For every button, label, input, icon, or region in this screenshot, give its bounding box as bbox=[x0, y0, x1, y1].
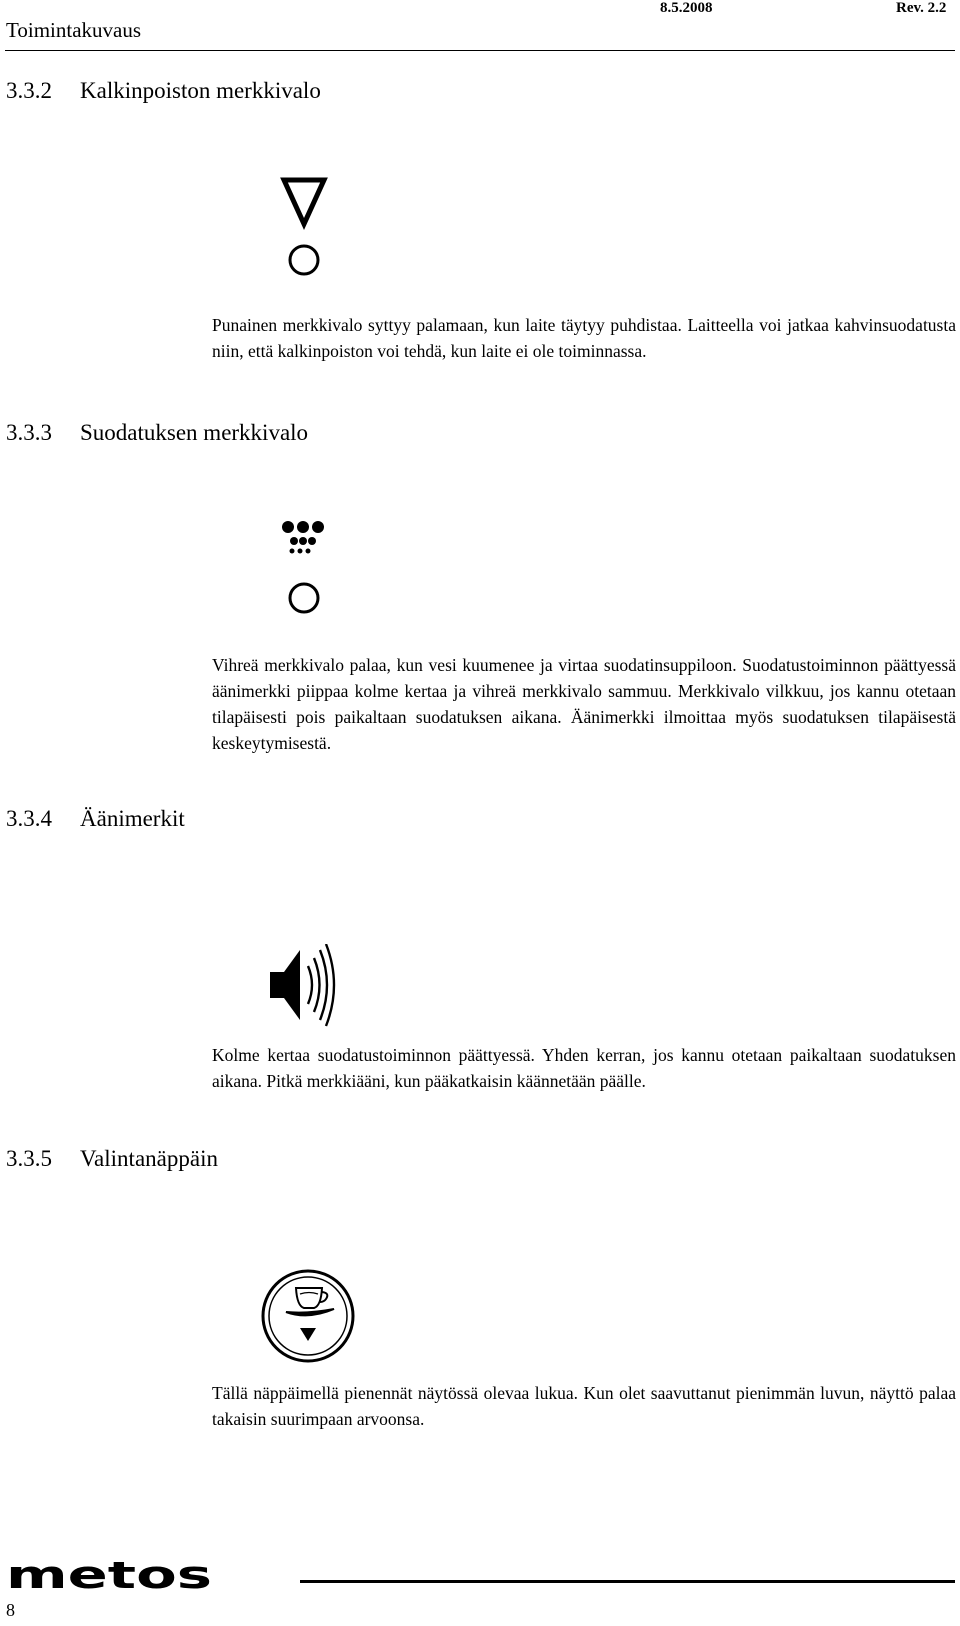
header-divider bbox=[5, 50, 955, 51]
footer-divider bbox=[300, 1580, 955, 1583]
brewing-indicator-icon bbox=[280, 518, 328, 618]
section-heading-select-key bbox=[6, 1146, 218, 1172]
page-number: 8 bbox=[6, 1600, 15, 1620]
document-date: 8.5.2008 bbox=[660, 0, 713, 16]
section-number: 3.3.2 bbox=[6, 78, 52, 103]
section-text-descaling: Punainen merkkivalo syttyy palamaan, kun laite täytyy puhdistaa. Laitteella voi jatkaa kahvinsuodatusta niin, että kalkinpoiston voi tehdä, kun laite ei ole toiminnassa. bbox=[212, 315, 956, 361]
section-title: Kalkinpoiston merkkivalo bbox=[80, 78, 321, 103]
section-text-brewing: Vihreä merkkivalo palaa, kun vesi kuumenee ja virtaa suodatinsuppiloon. Suodatustoiminnon päättyessä äänimerkki piippaa kolme kertaa ja vihreä merkkivalo sammuu. Merkkivalo vilkkuu, jos kannu otetaan tilapäisesti pois paikaltaan suodatuksen aikana. Äänimerkki ilmoittaa myös suodatuksen tilapäisestä keskeytymisestä. bbox=[212, 655, 956, 753]
section-title: Suodatuksen merkkivalo bbox=[80, 420, 309, 445]
section-number: 3.3.5 bbox=[6, 1146, 52, 1171]
metos-logo bbox=[6, 1562, 214, 1594]
section-heading-descaling bbox=[6, 78, 321, 104]
section-title: Valintanäppäin bbox=[80, 1146, 218, 1171]
section-number: 3.3.4 bbox=[6, 806, 52, 831]
section-title: Äänimerkit bbox=[80, 806, 185, 831]
cup-down-button-icon bbox=[260, 1268, 356, 1364]
document-title: Toimintakuvaus bbox=[6, 18, 142, 42]
section-heading-beeps bbox=[6, 806, 185, 832]
speaker-icon bbox=[268, 944, 348, 1028]
section-text-beeps: Kolme kertaa suodatustoiminnon päättyessä. Yhden kerran, jos kannu otetaan paikaltaan suodatuksen aikana. Pitkä merkkiääni, kun pääkatkaisin käännetään päälle. bbox=[212, 1045, 956, 1091]
section-number: 3.3.3 bbox=[6, 420, 52, 445]
document-revision: Rev. 2.2 bbox=[896, 0, 947, 16]
descaling-indicator-icon bbox=[280, 176, 328, 282]
section-text-select-key: Tällä näppäimellä pienennät näytössä olevaa lukua. Kun olet saavuttanut pienimmän luvun, näyttö palaa takaisin suurimpaan arvoonsa. bbox=[212, 1383, 956, 1429]
logo-text: metos bbox=[6, 1562, 212, 1594]
section-heading-brewing bbox=[6, 420, 308, 446]
